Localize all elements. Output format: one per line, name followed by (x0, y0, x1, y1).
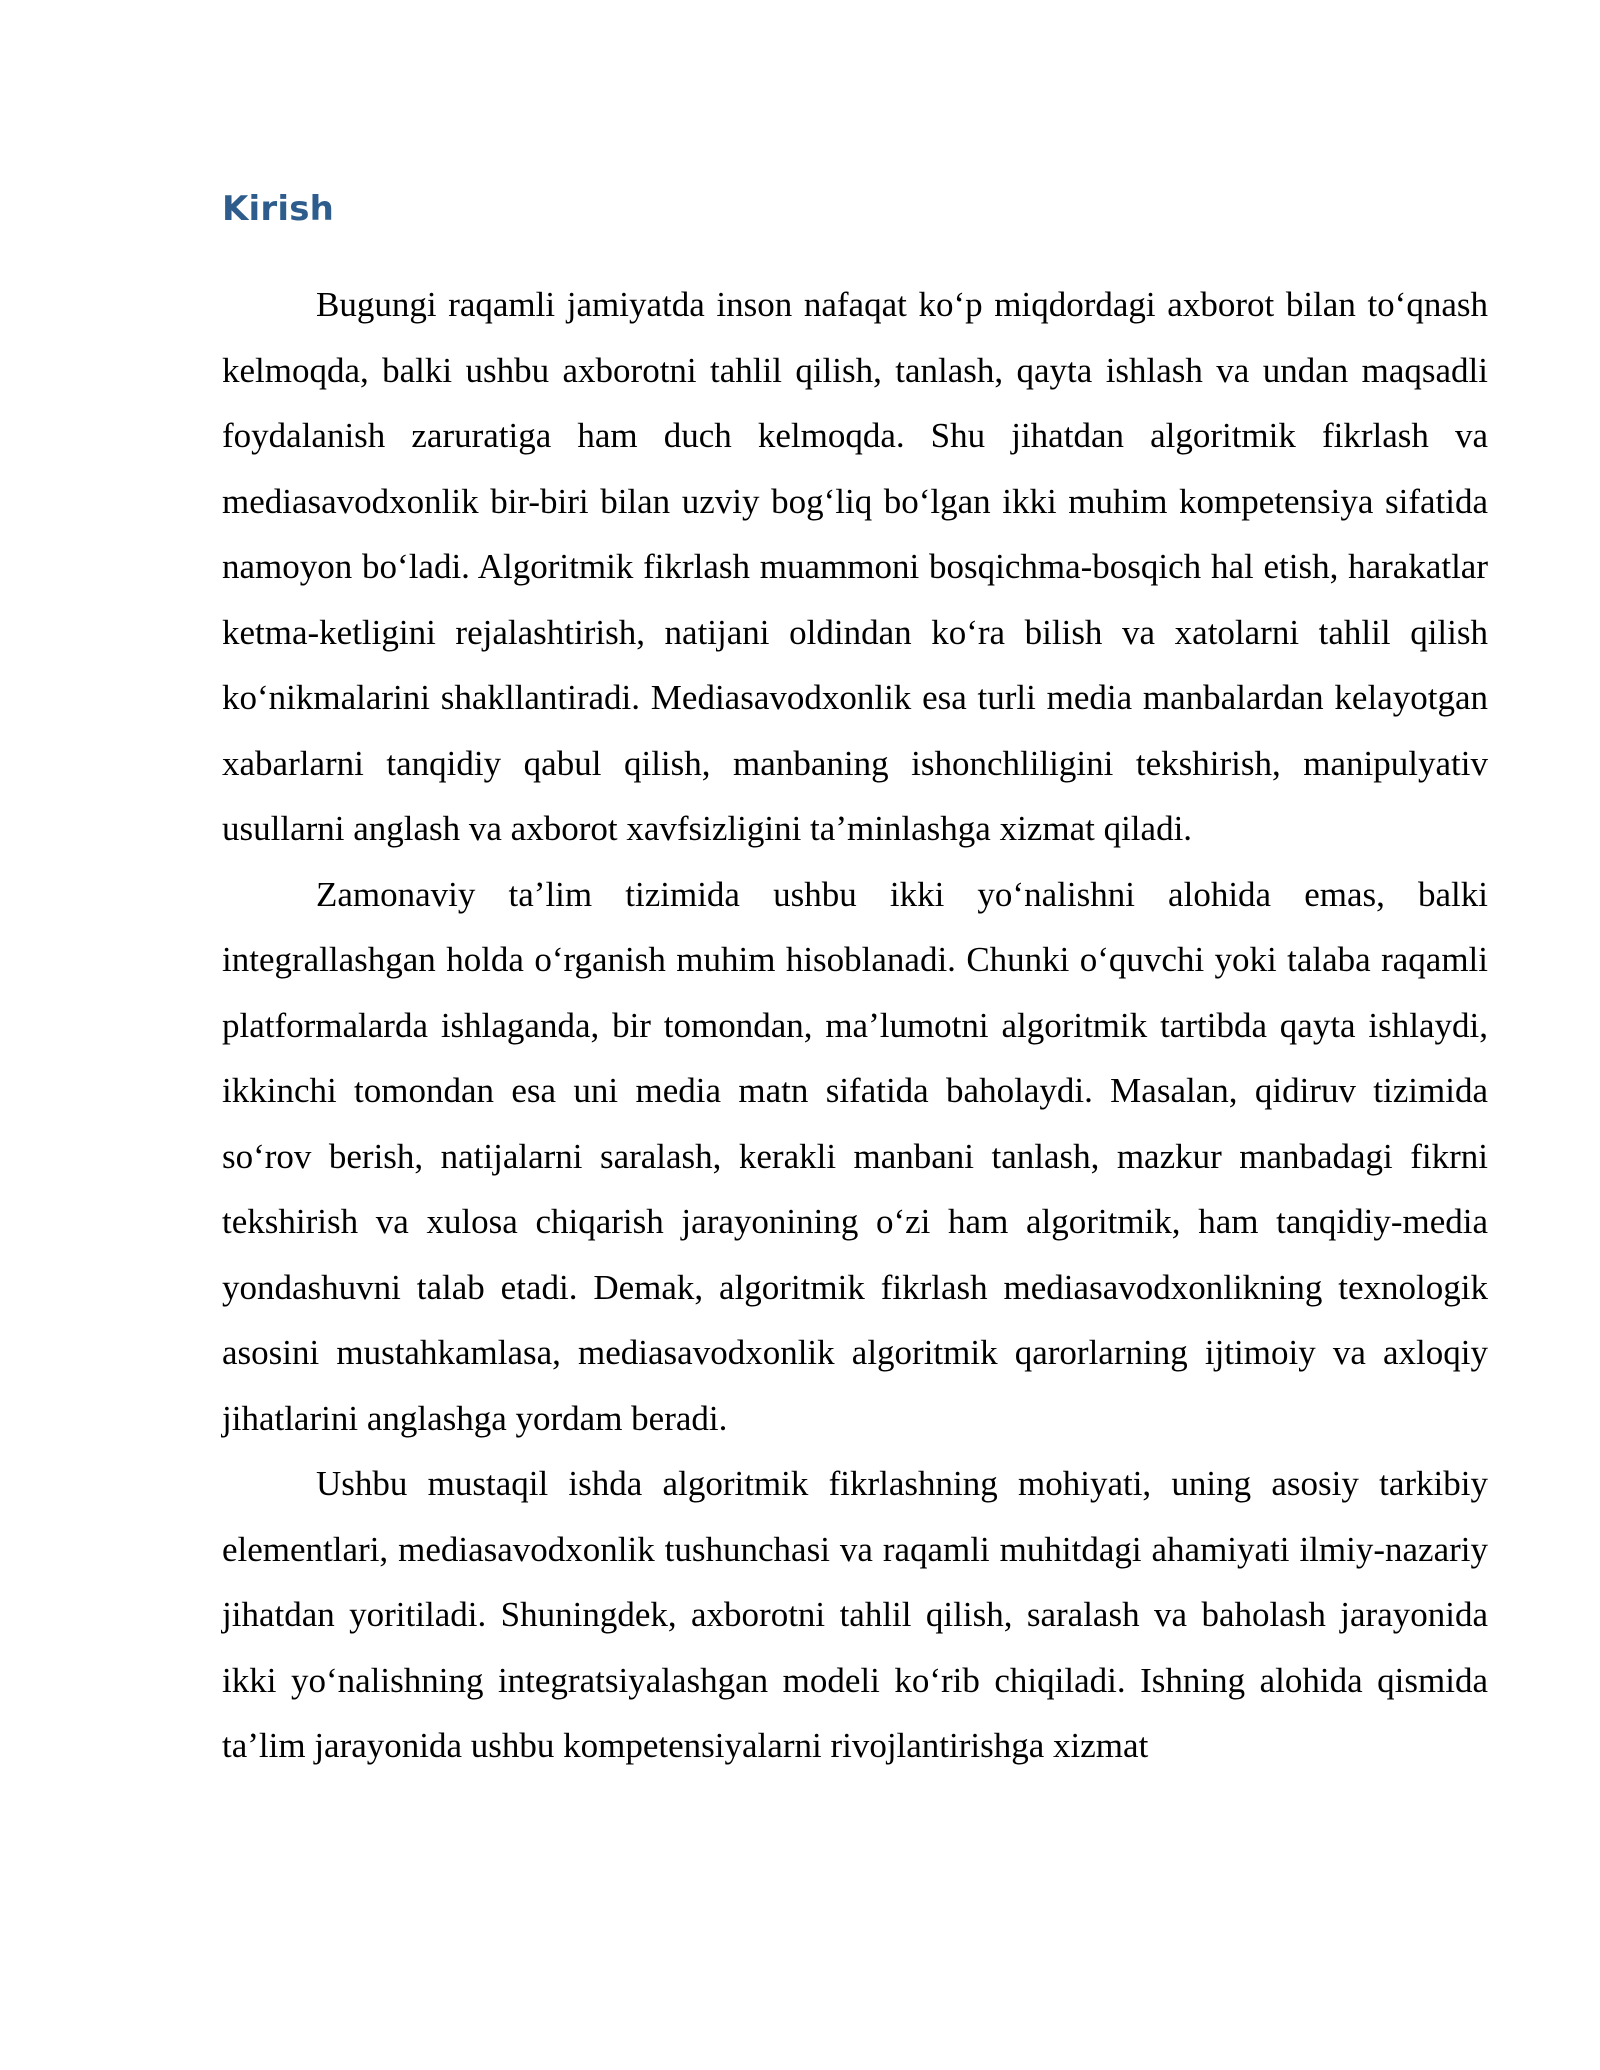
paragraph-2: Zamonaviy taʼlim tizimida ushbu ikki yoʻnalishni alohida emas, balki integrallashgan holda oʻrganish muhim hisoblanadi. Chunki oʻquvchi yoki talaba raqamli platformalarda ishlaganda, bir tomondan, maʼlumotni algoritmik tartibda qayta ishlaydi, ikkinchi tomondan esa uni media matn sifatida baholaydi. Masalan, qidiruv tizimida soʻrov berish, natijalarni saralash, kerakli manbani tanlash, mazkur manbadagi fikrni tekshirish va xulosa chiqarish jarayonining oʻzi ham algoritmik, ham tanqidiy-media yondashuvni talab etadi. Demak, algoritmik fikrlash mediasavodxonlikning texnologik asosini mustahkamlasa, mediasavodxonlik algoritmik qarorlarning ijtimoiy va axloqiy jihatlarini anglashga yordam beradi. (222, 874, 1488, 1438)
paragraph-1: Bugungi raqamli jamiyatda inson nafaqat koʻp miqdordagi axborot bilan toʻqnash kelmoqda, balki ushbu axborotni tahlil qilish, tanlash, qayta ishlash va undan maqsadli foydalanish zaruratiga ham duch kelmoqda. Shu jihatdan algoritmik fikrlash va mediasavodxonlik bir-biri bilan uzviy bogʻliq boʻlgan ikki muhim kompetensiya sifatida namoyon boʻladi. Algoritmik fikrlash muammoni bosqichma-bosqich hal etish, harakatlar ketma-ketligini rejalashtirish, natijani oldindan koʻra bilish va xatolarni tahlil qilish koʻnikmalarini shakllantiradi. Mediasavodxonlik esa turli media manbalardan kelayotgan xabarlarni tanqidiy qabul qilish, manbaning ishonchliligini tekshirish, manipulyativ usullarni anglash va axborot xavfsizligini taʼminlashga xizmat qiladi. (222, 285, 1488, 848)
body-text (222, 272, 1488, 1779)
paragraph-3: Ushbu mustaqil ishda algoritmik fikrlashning mohiyati, uning asosiy tarkibiy elementlari, mediasavodxonlik tushunchasi va raqamli muhitdagi ahamiyati ilmiy-nazariy jihatdan yoritiladi. Shuningdek, axborotni tahlil qilish, saralash va baholash jarayonida ikki yoʻnalishning integratsiyalashgan modeli koʻrib chiqiladi. Ishning alohida qismida taʼlim jarayonida ushbu kompetensiyalarni rivojlantirishga xizmat (222, 1464, 1488, 1765)
section-heading: Kirish (222, 189, 335, 229)
